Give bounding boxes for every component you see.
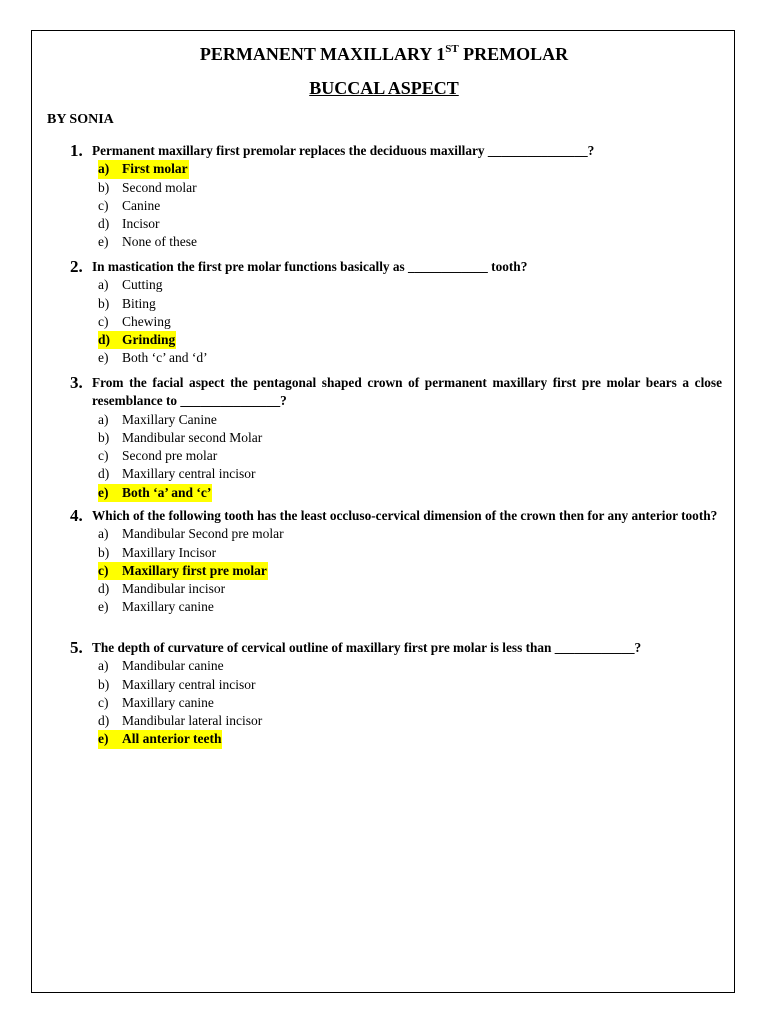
answer-option-correct [98, 484, 722, 502]
answer-option [98, 465, 722, 483]
page-title: PERMANENT MAXILLARY 1ST PREMOLAR [199, 43, 569, 64]
option-letter: b) [98, 179, 110, 195]
answer-option [98, 598, 722, 616]
option-letter: d) [98, 216, 110, 232]
option-letter: c) [98, 313, 109, 329]
option-letter: e) [98, 484, 109, 500]
answer-highlight [98, 160, 189, 178]
option-text: Cutting [122, 277, 163, 293]
option-text: Chewing [122, 313, 171, 329]
option-letter: e) [98, 731, 109, 747]
answer-option [98, 179, 722, 197]
answer-option [98, 676, 722, 694]
answer-highlight [98, 730, 222, 748]
option-text: Incisor [122, 216, 160, 232]
question-number: 2. [70, 257, 83, 276]
answer-highlight [98, 331, 176, 349]
option-text: Maxillary Incisor [122, 544, 217, 560]
question-2 [70, 258, 722, 368]
option-letter: e) [98, 234, 109, 250]
answer-option [98, 712, 722, 730]
answer-option [98, 657, 722, 675]
option-text: Mandibular canine [122, 658, 224, 674]
option-text: Mandibular second Molar [122, 429, 263, 445]
option-letter: b) [98, 676, 110, 692]
question-text: From the facial aspect the pentagonal shaped crown of permanent maxillary first pre molar bears a close resemblance to _______________? [92, 375, 722, 409]
answer-option [98, 233, 722, 251]
question-5 [70, 639, 722, 749]
option-list [98, 525, 722, 616]
option-text: Canine [122, 197, 161, 213]
option-text: Grinding [122, 332, 176, 348]
answer-option-correct [98, 730, 722, 748]
option-text: Mandibular Second pre molar [122, 526, 284, 542]
author-line: BY SONIA [47, 112, 114, 127]
answer-option-correct [98, 331, 722, 349]
option-letter: c) [98, 562, 109, 578]
option-letter: c) [98, 197, 109, 213]
question-number: 5. [70, 638, 83, 657]
option-letter: c) [98, 448, 109, 464]
question-text: In mastication the first pre molar functions basically as ____________ tooth? [92, 259, 528, 274]
answer-option [98, 694, 722, 712]
option-text: Maxillary central incisor [122, 466, 256, 482]
option-text: First molar [122, 161, 188, 177]
page-subtitle: BUCCAL ASPECT [309, 78, 459, 98]
answer-highlight [98, 484, 212, 502]
option-letter: b) [98, 544, 110, 560]
answer-option [98, 295, 722, 313]
option-list [98, 411, 722, 502]
option-text: Maxillary canine [122, 694, 214, 710]
question-1 [70, 142, 722, 252]
option-text: Maxillary Canine [122, 411, 217, 427]
option-text: Both ‘c’ and ‘d’ [122, 350, 208, 366]
answer-option [98, 447, 722, 465]
option-text: Second pre molar [122, 448, 218, 464]
option-text: Biting [122, 295, 156, 311]
option-text: None of these [122, 234, 197, 250]
answer-option [98, 276, 722, 294]
option-letter: e) [98, 350, 109, 366]
answer-option [98, 197, 722, 215]
answer-option [98, 525, 722, 543]
option-text: Maxillary central incisor [122, 676, 256, 692]
option-letter: b) [98, 429, 110, 445]
option-letter: d) [98, 713, 110, 729]
option-letter: a) [98, 658, 109, 674]
option-text: Mandibular incisor [122, 581, 226, 597]
option-letter: e) [98, 599, 109, 615]
option-text: Both ‘a’ and ‘c’ [122, 484, 212, 500]
option-text: Maxillary canine [122, 599, 214, 615]
option-letter: c) [98, 694, 109, 710]
option-letter: a) [98, 526, 109, 542]
answer-option [98, 580, 722, 598]
option-letter: b) [98, 295, 110, 311]
option-list [98, 276, 722, 367]
answer-option-correct [98, 562, 722, 580]
option-letter: a) [98, 277, 109, 293]
answer-option-correct [98, 160, 722, 178]
question-text: Permanent maxillary first premolar replaces the deciduous maxillary _______________? [92, 143, 595, 158]
answer-option [98, 544, 722, 562]
option-letter: d) [98, 466, 110, 482]
answer-option [98, 215, 722, 233]
option-text: Second molar [122, 179, 197, 195]
option-letter: a) [98, 411, 109, 427]
title-superscript: ST [445, 43, 459, 55]
option-text: All anterior teeth [122, 731, 222, 747]
answer-option [98, 411, 722, 429]
option-list [98, 657, 722, 748]
option-list [98, 160, 722, 251]
question-number: 4. [70, 506, 83, 525]
question-number: 1. [70, 141, 83, 160]
option-text: Mandibular lateral incisor [122, 713, 263, 729]
answer-option [98, 429, 722, 447]
question-3 [70, 374, 722, 502]
question-text: The depth of curvature of cervical outline of maxillary first pre molar is less than ____________? [92, 640, 642, 655]
answer-option [98, 349, 722, 367]
option-text: Maxillary first pre molar [122, 562, 267, 578]
answer-option [98, 313, 722, 331]
question-number: 3. [70, 373, 83, 392]
question-4 [70, 507, 722, 617]
question-text: Which of the following tooth has the least occluso-cervical dimension of the crown then for any anterior tooth? [92, 508, 718, 523]
option-letter: d) [98, 581, 110, 597]
option-letter: a) [98, 161, 110, 177]
answer-highlight [98, 562, 268, 580]
option-letter: d) [98, 332, 111, 348]
